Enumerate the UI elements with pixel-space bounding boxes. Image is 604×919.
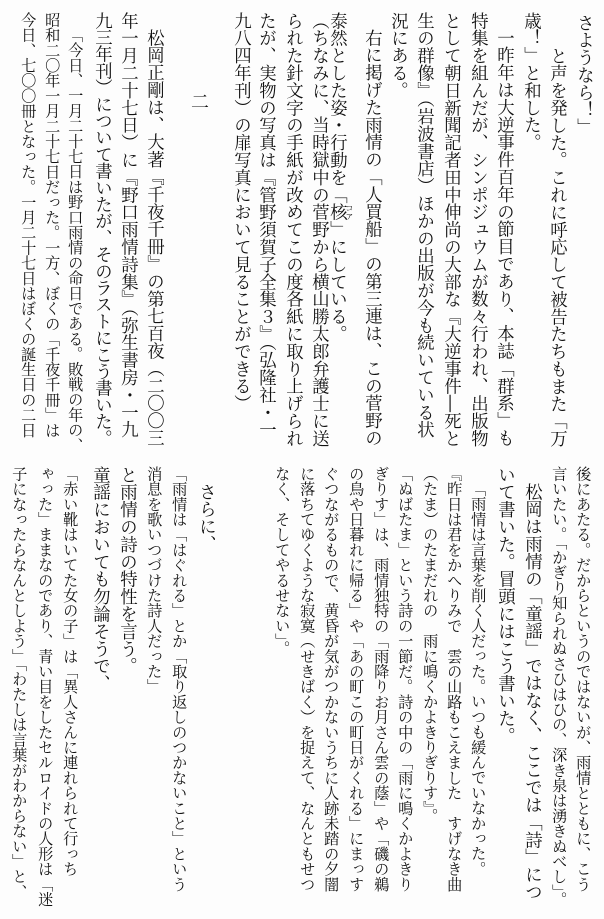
text-column: 特集を組んだが、シンポジュウムが数々行われ、出版物	[467, 12, 488, 447]
text-column: さようなら！」	[573, 14, 594, 136]
quote-column: 後にあたる。だからというのではないが、雨情とともに、こう	[574, 466, 593, 892]
quote-column: 「赤い靴はいてた女の子」は「異人さんに連れられて行っち	[61, 466, 80, 877]
quote-column: 「今日、一月二十七日は野口雨情の命日である。敗戦の年の、	[66, 27, 85, 453]
quote-column: なく、そしてやるせない」。	[273, 466, 292, 656]
quote-column: 子になったらなんとしよう」「わたしは言葉がわからない」と、	[10, 466, 29, 900]
text-column: と声を発した。これに呼応して被告たちもまた「万	[546, 46, 567, 447]
quote-column: 「ぬばたま」という詩の一節だ。詩の中の「雨に鳴くかよきり	[396, 466, 415, 892]
quote-column: 今日、七〇〇冊となった。一月二十七日はぼくの誕生日の二日	[19, 12, 38, 438]
text-column: 右に掲げた雨情の「人買船」の第三連は、この菅野の	[361, 29, 382, 447]
text-column: と雨情の詩の特性を言う。	[116, 466, 137, 675]
text-column: 九八四年刊）の扉写真において見ることができる）	[230, 12, 251, 413]
text-column: 歳！」と和した。	[520, 12, 541, 152]
text-column: 松岡正剛は、大著『千夜千冊』の第七百夜（二〇〇三	[143, 29, 164, 447]
text-column: さらに、	[195, 483, 216, 553]
quote-column: 「雨情は言葉を削く人だった。いつも緩んでいなかった。	[469, 481, 488, 877]
ruby-base: 核	[326, 203, 347, 221]
quote-column: 言いたい。「かぎり知られぬさひはひの、深き泉は湧きぬべし」。	[550, 466, 569, 907]
quote-column: の鳥や日暮れに帰る」や「あの町この町日がくれる」にまっす	[347, 466, 366, 892]
text-column: 一昨年は大逆事件百年の節目であり、本誌「群系」も	[493, 29, 514, 447]
quote-column: ぎりす」は、雨情独特の「雨降りお月さん雲の蔭」や「磯の鵜	[372, 466, 391, 892]
quote-column: 『昨日は君をかへりみで 雲の山路もこえました すげなき曲	[445, 466, 464, 892]
quote-column: ぐつながるもので、黄昏が気がつかないうちに人跡未踏の夕闇	[322, 466, 341, 892]
text-column: 九三年刊）について書いたが、そのラストにこう書いた。	[91, 12, 112, 447]
text-column: 松岡は雨情の「童謡」ではなく、ここでは「詩」につ	[521, 483, 542, 901]
text-column: 童謡においても勿論そうで、	[89, 466, 110, 693]
text-segment: 」にしている。	[326, 220, 347, 343]
quote-column: に落ちてゆくような寂寞（せきばく）を捉えて、なんともせつ	[298, 466, 317, 892]
quote-column: ゃった」ままなのであり、青い目をしたセルロイドの人形は「迷	[36, 466, 55, 907]
text-column: 生の群像』（岩波書店）ほかの出版が今も続いている状	[413, 12, 434, 439]
section-number: 二	[188, 92, 209, 110]
text-column: 年一月二十七日）に『野口雨情詩集』（弥生書房・一九	[117, 12, 138, 439]
quote-column: 消息を歌いつづけた詩人だった」	[145, 466, 164, 694]
text-column: いて書いた。冒頭にはこう書いた。	[494, 466, 515, 745]
text-column: 況にある。	[387, 12, 408, 99]
text-column: として朝日新聞記者田中伸尚の大部な『大逆事件―死と	[440, 12, 461, 447]
text-column-with-ruby	[326, 12, 354, 343]
quote-column: 「雨情は「はぐれる」とか「取り返しのつかないこと」という	[170, 466, 189, 892]
text-column: （ちなみに、当時獄中の菅野から横山勝太郎弁護士に送	[308, 12, 329, 447]
quote-column: 昭和二〇年一月二十七日だった。一方、ぼくの「千夜千冊」は	[43, 12, 62, 438]
ruby-reading: コア	[344, 203, 354, 221]
quote-column: （たま）のたまだれの 雨に鳴くかよきりぎりす』。	[421, 466, 440, 824]
text-column: られた針文字の手紙が改めてこの度各紙に取り上げられ	[282, 12, 303, 447]
text-segment: 泰然とした姿・行動を「	[326, 12, 347, 204]
ruby-annotated-word	[326, 203, 354, 221]
text-column: たが、実物の写真は『管野須賀子全集３』（弘隆社・一	[255, 12, 276, 439]
